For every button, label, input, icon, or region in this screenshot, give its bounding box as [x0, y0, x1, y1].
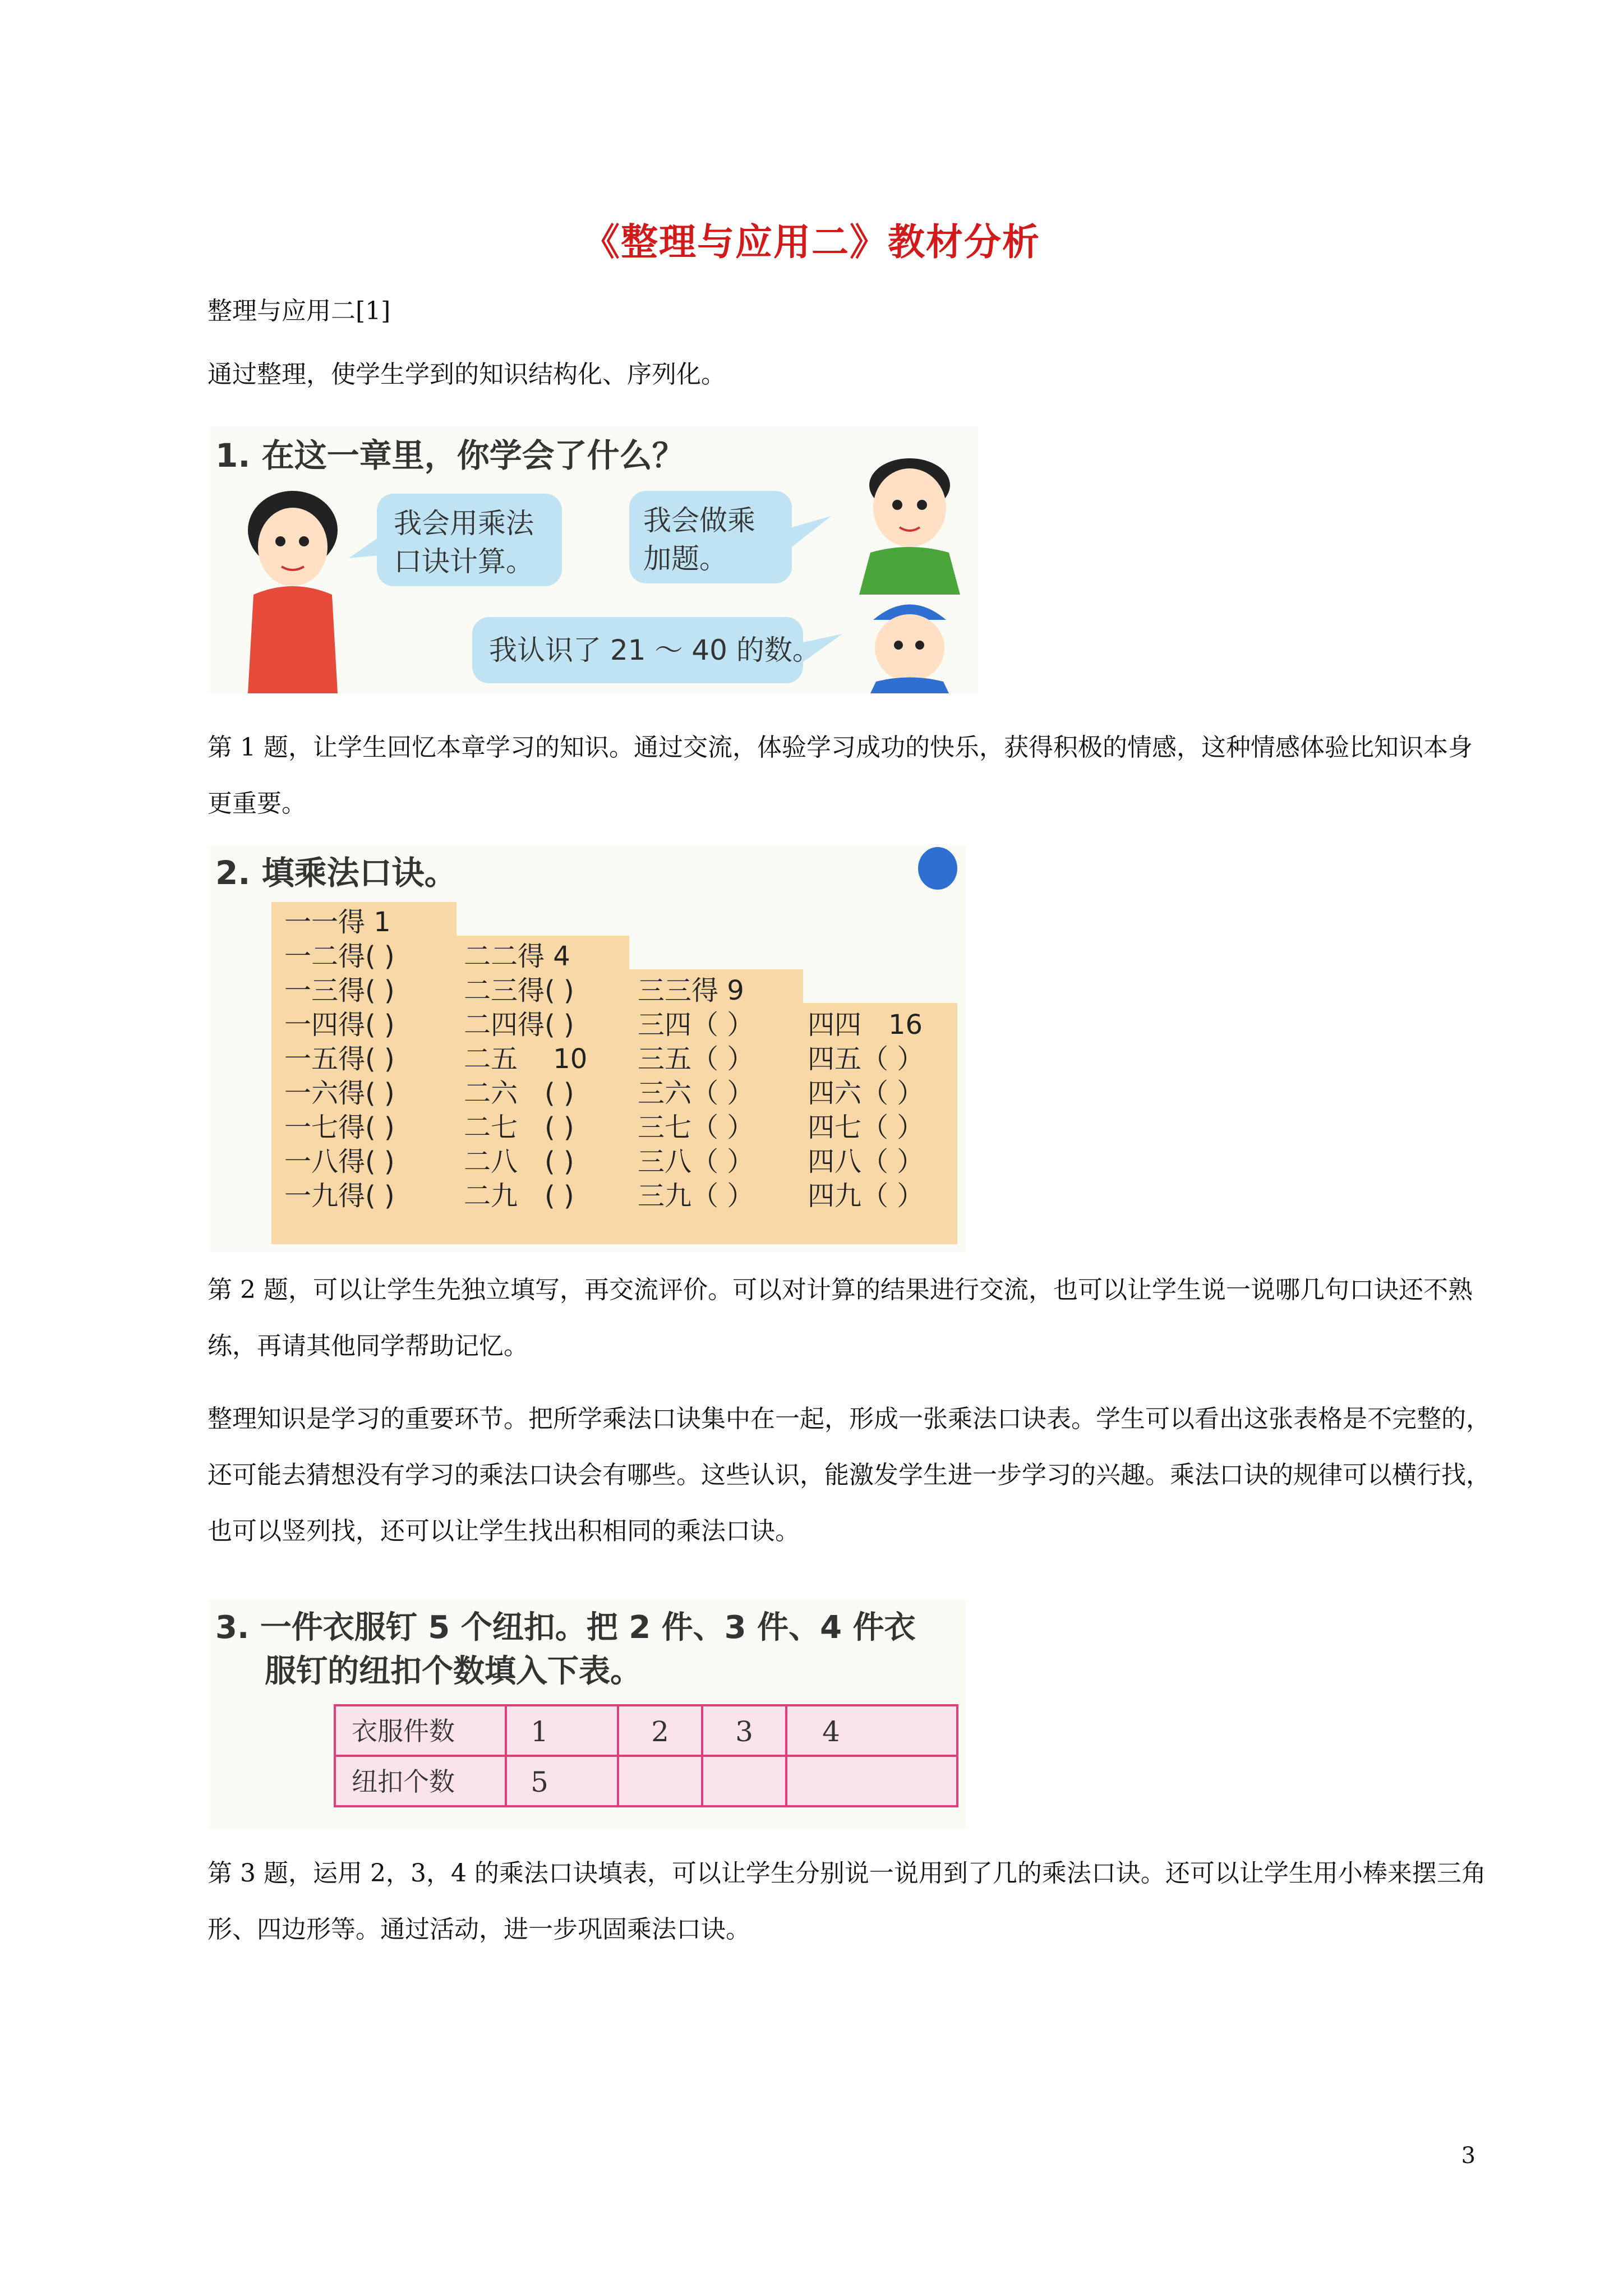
figure-3 — [209, 1599, 966, 1830]
table-cell: 二四得( ) — [464, 1009, 574, 1041]
bubble-left-line2: 口诀计算。 — [394, 545, 534, 578]
table-cell: 三三得 9 — [638, 975, 744, 1006]
decorative-figure — [918, 847, 957, 890]
bubble-right-line2: 加题。 — [643, 542, 727, 575]
row2-header: 纽扣个数 — [352, 1766, 455, 1797]
table-cell: 4 — [822, 1715, 840, 1748]
paragraph-4: 第 3 题，运用 2，3，4 的乘法口诀填表，可以让学生分别说一说用到了几的乘法口诀。还可以让学生用小棒来摆三角形、四边形等。通过活动，进一步巩固乘法口诀。 — [208, 1859, 1486, 1944]
table-cell: 三五（ ） — [638, 1043, 754, 1075]
table-cell: 一九得( ) — [284, 1180, 395, 1212]
section-subhead: 整理与应用二[1] — [208, 297, 391, 325]
paragraph-1: 第 1 题，让学生回忆本章学习的知识。通过交流，体验学习成功的快乐，获得积极的情感，这种情感体验比知识本身更重要。 — [208, 733, 1473, 818]
table-cell: 一一得 1 — [284, 907, 391, 938]
table-cell: 三六（ ） — [638, 1078, 754, 1109]
table-cell: 一二得( ) — [284, 941, 395, 972]
table-cell: 3 — [735, 1715, 753, 1748]
boy-with-cap-illustration — [870, 605, 949, 694]
table-cell: 一五得( ) — [284, 1043, 395, 1075]
table-cell: 四六（ ） — [808, 1078, 924, 1109]
intro-paragraph: 通过整理，使学生学到的知识结构化、序列化。 — [208, 360, 726, 389]
table-cell: 三四（ ） — [638, 1009, 754, 1041]
fig3-question-line2: 服钉的纽扣个数填入下表。 — [265, 1653, 642, 1690]
table-cell: 5 — [531, 1766, 548, 1798]
table-cell: 二九 ( ) — [464, 1180, 574, 1212]
figure-2 — [209, 846, 966, 1252]
table-cell: 四七（ ） — [808, 1112, 924, 1143]
bubble-left-line1: 我会用乘法 — [394, 507, 534, 540]
figure-1 — [209, 426, 978, 693]
page-number: 3 — [1461, 2143, 1476, 2169]
girl-illustration — [248, 491, 338, 693]
table-cell: 一八得( ) — [284, 1146, 395, 1177]
row1-header: 衣服件数 — [352, 1716, 455, 1746]
table-cell: 四八（ ） — [808, 1146, 924, 1177]
table-cell: 二八 ( ) — [464, 1146, 574, 1177]
table-cell: 一三得( ) — [284, 975, 395, 1006]
figure-3-illustration — [209, 1599, 966, 1830]
table-cell: 三九（ ） — [638, 1180, 754, 1212]
table-cell: 二三得( ) — [464, 975, 574, 1006]
table-cell: 一六得( ) — [284, 1078, 395, 1109]
table-cell: 二二得 4 — [464, 941, 570, 972]
table-cell: 一七得( ) — [284, 1112, 395, 1143]
bubble-bottom-text: 我认识了 21 ～ 40 的数。 — [489, 634, 820, 666]
table-cell: 二七 ( ) — [464, 1112, 574, 1143]
speech-bubble-right — [629, 491, 831, 583]
paragraph-3: 整理知识是学习的重要环节。把所学乘法口诀集中在一起，形成一张乘法口诀表。学生可以看出这张表格是不完整的，还可能去猜想没有学习的乘法口诀会有哪些。这些认识，能激发学生进一步学习的兴趣。乘法口诀的规律可以横行找，也可以竖列找，还可以让学生找出积相同的乘法口诀。 — [208, 1405, 1491, 1545]
paragraph-2: 第 2 题，可以让学生先独立填写，再交流评价。可以对计算的结果进行交流，也可以让学生说一说哪几句口诀还不熟练，再请其他同学帮助记忆。 — [208, 1276, 1473, 1360]
fig3-question-line1: 3. 一件衣服钉 5 个纽扣。把 2 件、3 件、4 件衣 — [215, 1609, 916, 1646]
table-cell: 2 — [651, 1715, 669, 1748]
table-cell: 三八（ ） — [638, 1146, 754, 1177]
fig2-question: 2. 填乘法口诀。 — [215, 854, 457, 892]
fig1-question: 1. 在这一章里，你学会了什么？ — [215, 436, 685, 475]
table-cell: 四五（ ） — [808, 1043, 924, 1075]
table-cell: 三七（ ） — [638, 1112, 754, 1143]
table-cell: 二六 ( ) — [464, 1078, 574, 1109]
buttons-table — [335, 1705, 957, 1806]
boy-illustration — [859, 458, 960, 595]
page-title: 《整理与应用二》教材分析 — [583, 220, 1040, 264]
speech-bubble-bottom — [472, 617, 842, 683]
table-cell: 1 — [531, 1715, 548, 1748]
figure-1-illustration — [209, 426, 978, 693]
figure-2-illustration — [209, 846, 966, 1252]
table-cell: 一四得( ) — [284, 1009, 395, 1041]
table-cell: 二五 10 — [464, 1043, 588, 1075]
table-cell: 四四 16 — [808, 1009, 923, 1041]
bubble-right-line1: 我会做乘 — [643, 504, 755, 537]
table-cell: 四九（ ） — [808, 1180, 924, 1212]
speech-bubble-left — [349, 494, 562, 586]
